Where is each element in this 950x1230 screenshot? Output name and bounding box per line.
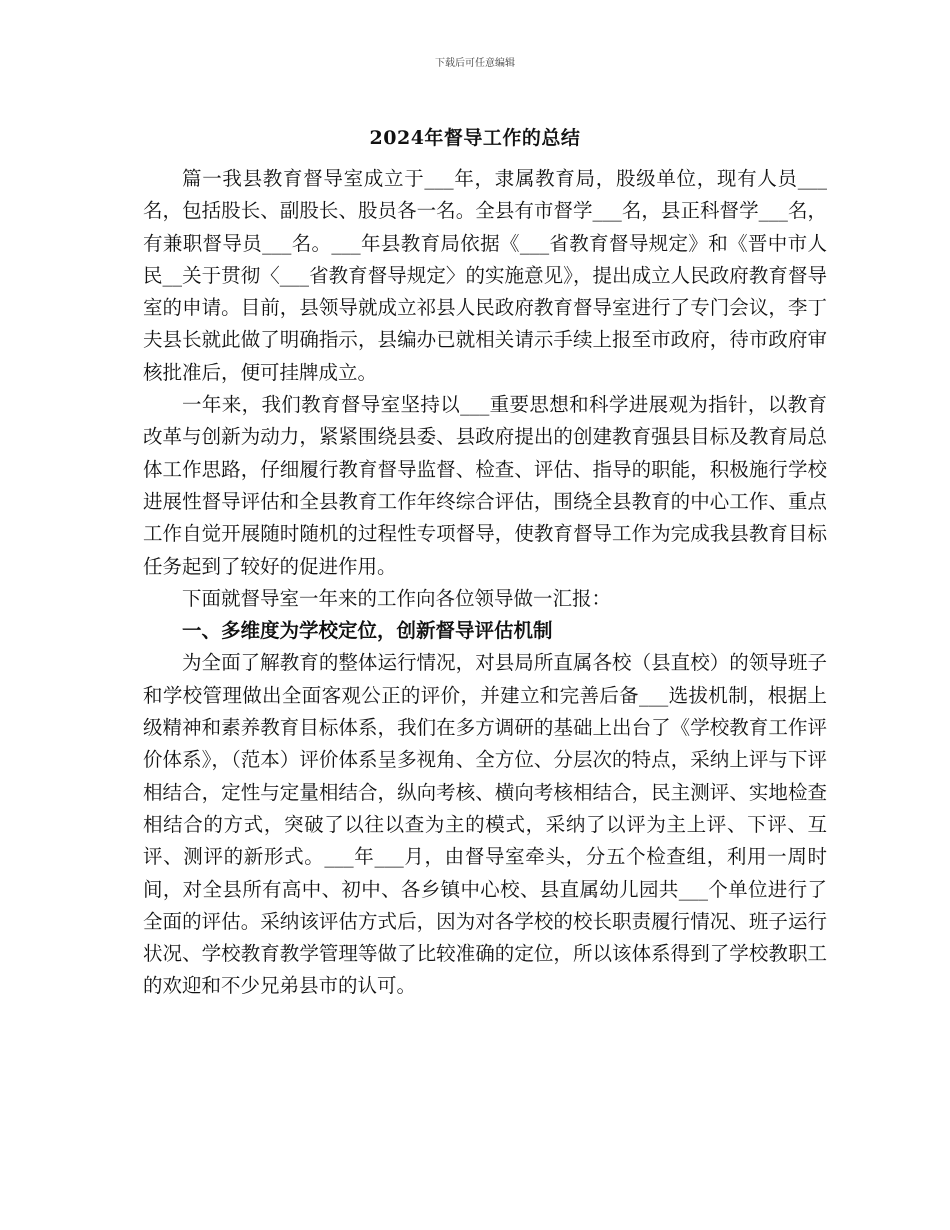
header-note: 下载后可任意编辑 xyxy=(435,58,515,69)
paragraph-overview: 一年来，我们教育督导室坚持以___重要思想和科学进展观为指针，以教育改革与创新为动力，紧紧围绕县委、县政府提出的创建教育强县目标及教育局总体工作思路，仔细履行教育督导监督、检查、评估、指导的职能，积极施行学校进展性督导评估和全县教育工作年终综合评估，围绕全县教育的中心工作、重点工作自觉开展随时随机的过程性专项督导，使教育督导工作为完成我县教育目标任务起到了较好的促进作用。 xyxy=(143,393,827,578)
document-title: 2024年督导工作的总结 xyxy=(369,127,581,149)
section-heading-1: 一、多维度为学校定位，创新督导评估机制 xyxy=(182,619,553,643)
paragraph-section-1: 为全面了解教育的整体运行情况，对县局所直属各校（县直校）的领导班子和学校管理做出全面客观公正的评价，并建立和完善后备___选拔机制，根据上级精神和素养教育目标体系，我们在多方调研的基础上出台了《学校教育工作评价体系》，（范本）评价体系呈多视角、全方位、分层次的特点，采纳上评与下评相结合，定性与定量相结合，纵向考核、横向考核相结合，民主测评、实地检查相结合的方式，突破了以往以查为主的模式，采纳了以评为主上评、下评、互评、测评的新形式。___年___月，由督导室牵头，分五个检查组，利用一周时间，对全县所有高中、初中、各乡镇中心校、县直属幼儿园共___个单位进行了全面的评估。采纳该评估方式后，因为对各学校的校长职责履行情况、班子运行状况、学校教育教学管理等做了比较准确的定位，所以该体系得到了学校教职工的欢迎和不少兄弟县市的认可。 xyxy=(143,651,827,998)
paragraph-report-lead: 下面就督导室一年来的工作向各位领导做一汇报： xyxy=(182,586,612,610)
paragraph-intro: 篇一我县教育督导室成立于___年，隶属教育局，股级单位，现有人员___名，包括股长、副股长、股员各一名。全县有市督学___名，县正科督学___名，有兼职督导员___名。___年县教育局依据《___省教育督导规定》和《晋中市人民__关于贯彻〈___省教育督导规定〉的实施意见》，提出成立人民政府教育督导室的申请。目前，县领导就成立祁县人民政府教育督导室进行了专门会议，李丁夫县长就此做了明确指示，县编办已就相关请示手续上报至市政府，待市政府审核批准后，便可挂牌成立。 xyxy=(143,167,827,384)
document-body xyxy=(143,163,827,1003)
